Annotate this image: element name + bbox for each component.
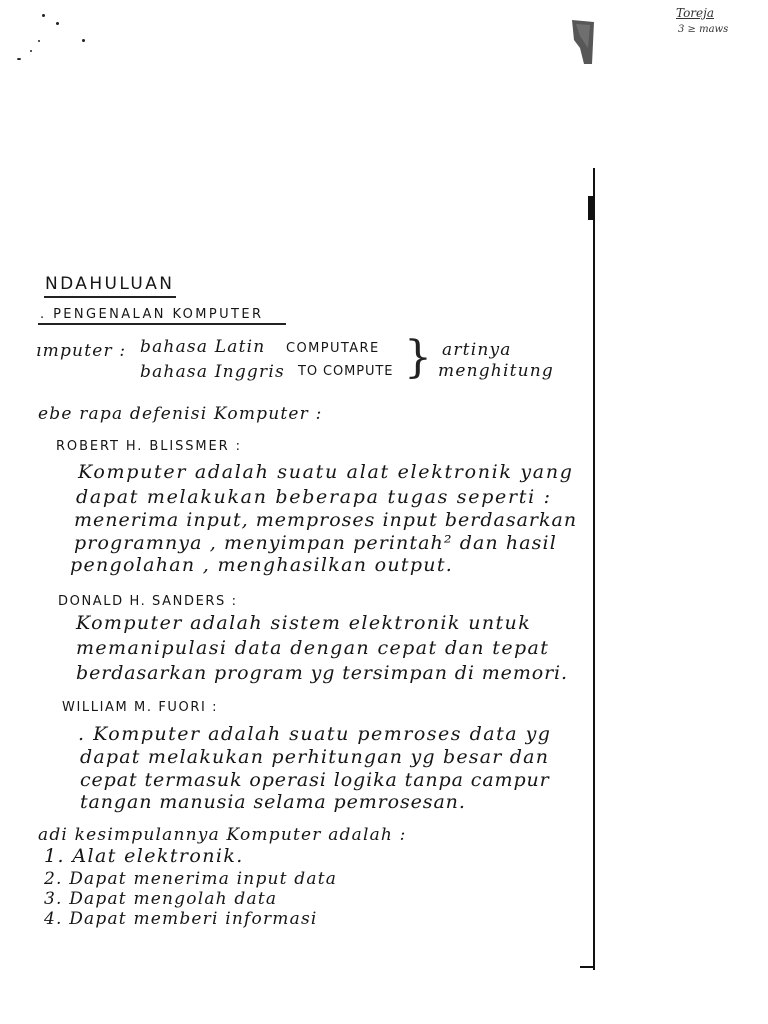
definition-2-author: DONALD H. SANDERS : [58, 594, 238, 609]
definition-1-line: pengolahan , menghasilkan output. [70, 554, 454, 576]
section-subheading: . PENGENALAN KOMPUTER [40, 307, 264, 322]
definition-1-line: Komputer adalah suatu alat elektronik yang [78, 461, 574, 483]
right-margin-line [593, 168, 595, 970]
etymology-meaning-2: menghitung [438, 361, 555, 381]
etymology-latin-word: COMPUTARE [286, 341, 380, 356]
conclusion-item: 4. Dapat memberi informasi [44, 909, 318, 929]
etymology-meaning-1: artinya [442, 340, 512, 360]
etymology-english-lang: bahasa Inggris [140, 362, 285, 382]
definition-3-author: WILLIAM M. FUORI : [62, 700, 219, 715]
margin-line-notch [588, 196, 594, 220]
definition-2-line: Komputer adalah sistem elektronik untuk [76, 612, 532, 634]
scan-speck [56, 22, 59, 25]
conclusion-item: 1. Alat elektronik. [44, 845, 244, 867]
conclusion-intro: adi kesimpulannya Komputer adalah : [38, 825, 407, 845]
definition-2-line: berdasarkan program yg tersimpan di memori. [76, 662, 568, 684]
binding-shadow [570, 18, 598, 66]
subheading-underline [38, 323, 286, 325]
definition-3-line: dapat melakukan perhitungan yg besar dan [80, 746, 550, 768]
definition-1-line: dapat melakukan beberapa tugas seperti : [76, 486, 552, 508]
definition-1-author: ROBERT H. BLISSMER : [56, 439, 242, 454]
scan-speck [38, 40, 40, 42]
conclusion-item: 3. Dapat mengolah data [44, 889, 278, 909]
definition-2-line: memanipulasi data dengan cepat dan tepat [76, 637, 550, 659]
etymology-label: ımputer : [36, 341, 127, 361]
etymology-latin-lang: bahasa Latin [140, 337, 266, 357]
conclusion-item: 2. Dapat menerima input data [44, 869, 338, 889]
definition-1-line: menerima input, memproses input berdasarkan [74, 509, 578, 531]
corner-note-line1: Toreja [676, 6, 715, 20]
definition-3-line: . Komputer adalah suatu pemroses data yg [78, 723, 552, 745]
definition-3-line: tangan manusia selama pemrosesan. [80, 791, 466, 813]
scan-speck [30, 50, 32, 52]
definition-3-line: cepat termasuk operasi logika tanpa campur [80, 769, 550, 791]
curly-brace: } [404, 332, 432, 383]
heading-underline [44, 296, 176, 298]
definitions-intro: ebe rapa defenisi Komputer : [38, 404, 323, 424]
margin-line-foot [580, 966, 594, 968]
definition-1-line: programnya , menyimpan perintah² dan hasil [74, 532, 557, 554]
corner-note-line2: 3 ≥ maws [678, 24, 729, 35]
scan-speck [42, 14, 45, 17]
scan-speck [82, 39, 85, 42]
page-heading: NDAHULUAN [45, 274, 175, 294]
etymology-english-word: TO COMPUTE [298, 364, 394, 379]
scan-speck [17, 58, 21, 60]
